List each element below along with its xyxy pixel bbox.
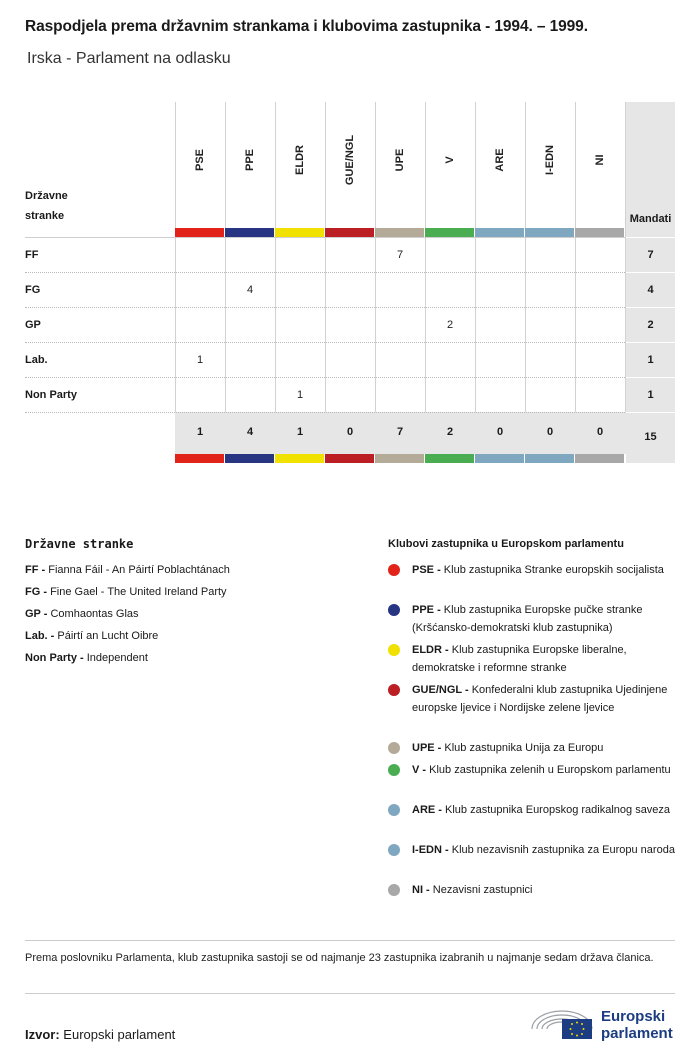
- group-total: 0: [546, 426, 554, 438]
- party-code: GP -: [25, 608, 48, 620]
- row-total: 1: [647, 354, 654, 366]
- group-total: 2: [446, 426, 454, 438]
- party-name: Fianna Fáil - An Páirtí Poblachtánach: [48, 564, 230, 576]
- group-color-bar: [575, 228, 624, 237]
- group-code: ELDR -: [412, 644, 449, 656]
- group-name: Klub zastupnika zelenih u Europskom parlamentu: [429, 764, 671, 776]
- row-total: 1: [647, 389, 654, 401]
- group-code: UPE -: [412, 742, 442, 754]
- group-color-bar: [175, 228, 224, 237]
- group-color-bar: [475, 454, 524, 463]
- grid-line: [25, 237, 625, 238]
- group-header: [175, 102, 225, 230]
- source-value: Europski parlament: [63, 1027, 176, 1042]
- group-header: [225, 102, 275, 230]
- group-name: Klub nezavisnih zastupnika za Europu naroda: [451, 844, 675, 856]
- group-name: Konfederalni klub zastupnika Ujedinjene europske ljevice i Nordijske zelene ljevice: [412, 684, 668, 714]
- group-name: Klub zastupnika Europske pučke stranke (Kršćansko-demokratski klub zastupnika): [412, 604, 643, 634]
- group-color-bar: [425, 454, 474, 463]
- group-color-bar: [325, 454, 374, 463]
- group-code: ARE -: [412, 804, 442, 816]
- group-legend-item: [388, 841, 678, 859]
- logo-line2: parlament: [601, 1025, 673, 1042]
- group-legend-item: [388, 739, 678, 757]
- group-code: PPE -: [412, 604, 441, 616]
- group-name: Klub zastupnika Europske liberalne, demokratske i reformne stranke: [412, 644, 627, 674]
- group-header-label: PPE: [244, 148, 256, 172]
- grid-line: [25, 272, 625, 273]
- group-color-dot: [388, 804, 400, 816]
- group-legend-text: [412, 841, 678, 859]
- group-total: 0: [346, 426, 354, 438]
- party-code: Non Party -: [25, 652, 84, 664]
- group-header-label: NI: [594, 154, 606, 166]
- group-legend-item: [388, 601, 678, 637]
- group-header-label: PSE: [194, 148, 206, 172]
- group-color-dot: [388, 644, 400, 656]
- group-legend-title: Klubovi zastupnika u Europskom parlamentu: [388, 538, 624, 550]
- group-legend-text: [412, 681, 678, 717]
- group-color-bar: [525, 228, 574, 237]
- group-header-label: ARE: [494, 148, 506, 172]
- group-color-bar: [525, 454, 574, 463]
- group-legend-item: [388, 801, 678, 819]
- group-color-dot: [388, 742, 400, 754]
- party-code: FF -: [25, 564, 46, 576]
- group-color-bar: [575, 454, 624, 463]
- group-color-bar: [175, 454, 224, 463]
- table-cell: 1: [196, 354, 204, 366]
- grid-line: [626, 342, 675, 343]
- party-legend-title: Državne stranke: [25, 537, 134, 551]
- grid-line: [626, 272, 675, 273]
- group-color-bar: [275, 228, 324, 237]
- party-legend-item: [25, 608, 139, 620]
- grid-line: [25, 307, 625, 308]
- party-code: FG -: [25, 586, 47, 598]
- party-name: Comhaontas Glas: [50, 608, 139, 620]
- group-legend-item: [388, 681, 678, 717]
- table-cell: 7: [396, 249, 404, 261]
- group-name: Klub zastupnika Stranke europskih socijalista: [443, 564, 664, 576]
- group-header: [575, 102, 625, 230]
- group-name: Klub zastupnika Europskog radikalnog saveza: [445, 804, 671, 816]
- source-line: [25, 1027, 175, 1042]
- group-legend-text: [412, 641, 678, 677]
- group-legend-item: [388, 561, 678, 579]
- row-total: 7: [647, 249, 654, 261]
- logo-text: [601, 1008, 673, 1042]
- group-color-bar: [425, 228, 474, 237]
- group-color-bar: [375, 228, 424, 237]
- total-column-background: [626, 102, 675, 463]
- group-name: Nezavisni zastupnici: [432, 884, 533, 896]
- row-header: Državne stranke: [25, 190, 68, 222]
- seat-distribution-table: [0, 0, 700, 470]
- party-name: Páirtí an Lucht Oibre: [57, 630, 159, 642]
- group-total: 1: [196, 426, 204, 438]
- group-header: [325, 102, 375, 230]
- row-label: FF: [25, 249, 39, 261]
- grid-line: [626, 307, 675, 308]
- group-color-dot: [388, 884, 400, 896]
- grid-line: [25, 377, 625, 378]
- row-label: Non Party: [25, 389, 77, 401]
- party-name: Fine Gael - The United Ireland Party: [50, 586, 227, 598]
- group-total: 0: [496, 426, 504, 438]
- page-subtitle: Irska - Parlament na odlasku: [27, 50, 231, 67]
- table-cell: 4: [246, 284, 254, 296]
- group-legend-text: [412, 601, 678, 637]
- row-total: 4: [647, 284, 654, 296]
- group-header-label: I-EDN: [544, 145, 556, 175]
- group-color-dot: [388, 604, 400, 616]
- group-code: NI -: [412, 884, 430, 896]
- grid-line: [25, 342, 625, 343]
- group-header: [425, 102, 475, 230]
- group-legend-item: [388, 761, 678, 779]
- group-legend-item: [388, 881, 678, 899]
- grid-line: [626, 237, 675, 238]
- group-color-dot: [388, 764, 400, 776]
- group-color-bar: [225, 454, 274, 463]
- group-color-bar: [275, 454, 324, 463]
- group-color-dot: [388, 684, 400, 696]
- group-color-bar: [225, 228, 274, 237]
- logo-line1: Europski: [601, 1008, 666, 1025]
- party-code: Lab. -: [25, 630, 55, 642]
- group-color-bar: [375, 454, 424, 463]
- group-header-label: V: [444, 156, 456, 164]
- group-legend-text: [412, 561, 678, 579]
- group-code: PSE -: [412, 564, 441, 576]
- party-legend-item: [25, 630, 158, 642]
- group-color-bar: [325, 228, 374, 237]
- footnote: Prema poslovniku Parlamenta, klub zastupnika sastoji se od najmanje 23 zastupnika izabranih u najmanje sedam država članica.: [25, 952, 654, 964]
- group-legend-text: [412, 761, 678, 779]
- group-legend-item: [388, 641, 678, 677]
- group-header-label: ELDR: [294, 145, 306, 175]
- group-color-dot: [388, 844, 400, 856]
- divider: [25, 993, 675, 994]
- group-color-bar: [475, 228, 524, 237]
- group-name: Klub zastupnika Unija za Europu: [444, 742, 604, 754]
- group-code: I-EDN -: [412, 844, 449, 856]
- group-color-dot: [388, 564, 400, 576]
- row-label: FG: [25, 284, 41, 296]
- group-header-label: UPE: [394, 148, 406, 172]
- page-title: Raspodjela prema državnim strankama i klubovima zastupnika - 1994. – 1999.: [25, 18, 588, 35]
- party-name: Independent: [86, 652, 148, 664]
- source-label: Izvor:: [25, 1027, 60, 1042]
- total-header: Mandati: [629, 213, 672, 225]
- group-header-label: GUE/NGL: [344, 134, 356, 186]
- group-total: 0: [596, 426, 604, 438]
- group-legend-text: [412, 801, 678, 819]
- table-cell: 1: [296, 389, 304, 401]
- group-code: V -: [412, 764, 427, 776]
- divider: [25, 940, 675, 941]
- grid-line: [626, 412, 675, 413]
- table-cell: 2: [446, 319, 454, 331]
- group-total: 7: [396, 426, 404, 438]
- group-total: 1: [296, 426, 304, 438]
- group-legend-text: [412, 881, 678, 899]
- row-label: GP: [25, 319, 41, 331]
- grid-line: [626, 377, 675, 378]
- grand-total: 15: [644, 431, 657, 443]
- party-legend-item: [25, 586, 227, 598]
- row-label: Lab.: [25, 354, 48, 366]
- party-legend-item: [25, 652, 148, 664]
- group-code: GUE/NGL -: [412, 684, 469, 696]
- row-total: 2: [647, 319, 654, 331]
- group-header: [375, 102, 425, 230]
- group-header: [275, 102, 325, 230]
- group-header: [475, 102, 525, 230]
- group-total: 4: [246, 426, 254, 438]
- group-legend-text: [412, 739, 678, 757]
- grid-line: [25, 412, 625, 413]
- group-header: [525, 102, 575, 230]
- party-legend-item: [25, 564, 230, 576]
